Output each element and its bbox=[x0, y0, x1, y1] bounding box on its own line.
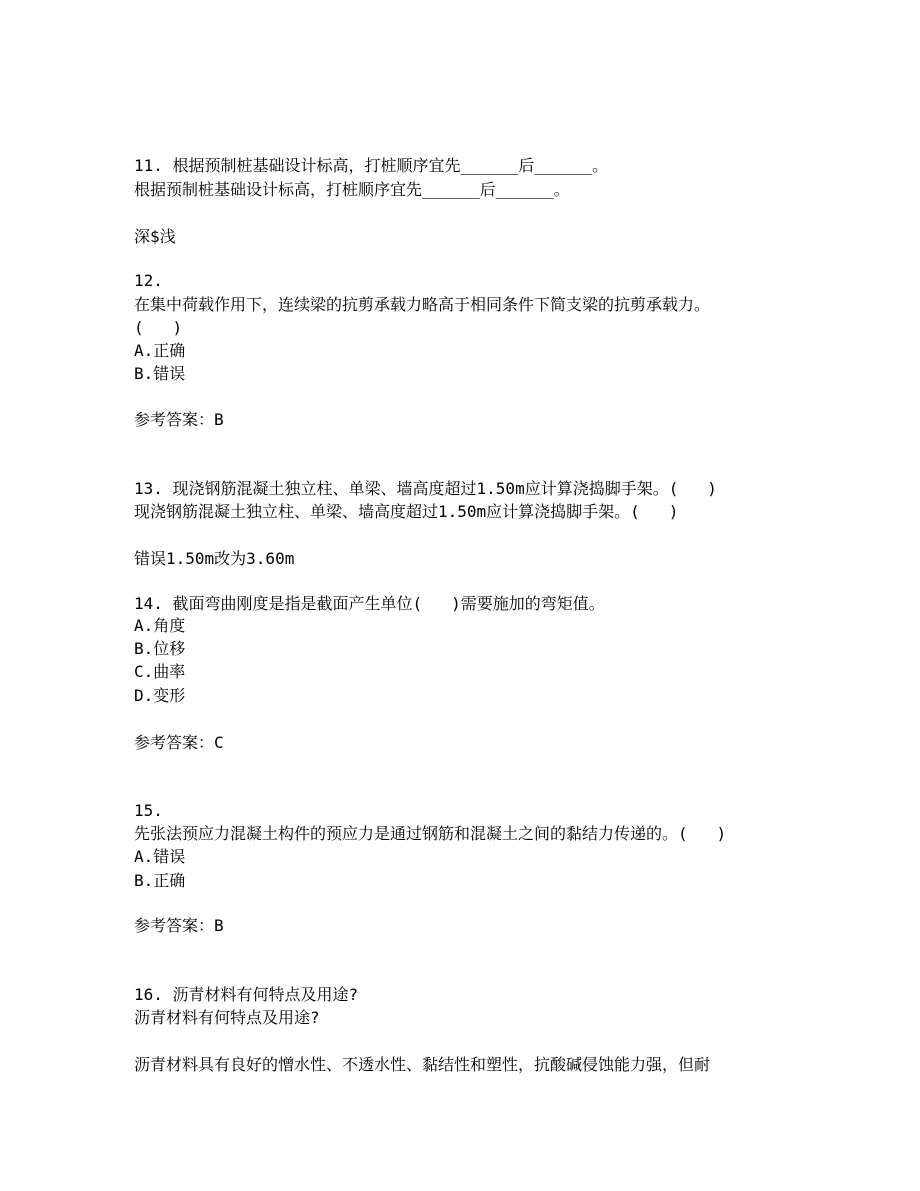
q11-title: 11. 根据预制桩基础设计标高，打桩顺序宜先______后______。 bbox=[134, 156, 609, 175]
q13-answer: 错误1.50m改为3.60m bbox=[134, 549, 295, 568]
q11-answer: 深$浅 bbox=[134, 227, 176, 246]
q16-answer: 沥青材料具有良好的憎水性、不透水性、黏结性和塑性，抗酸碱侵蚀能力强，但耐 bbox=[134, 1055, 711, 1074]
q16-repeat: 沥青材料有何特点及用途? bbox=[134, 1008, 320, 1027]
q15-stem: 先张法预应力混凝土构件的预应力是通过钢筋和混凝土之间的黏结力传递的。( ) bbox=[134, 824, 727, 843]
q15-option-b: B.正确 bbox=[134, 871, 186, 890]
q14-option-b: B.位移 bbox=[134, 639, 186, 658]
q15-option-a: A.错误 bbox=[134, 847, 186, 866]
q14-option-c: C.曲率 bbox=[134, 662, 186, 681]
q13-repeat: 现浇钢筋混凝土独立柱、单梁、墙高度超过1.50m应计算浇捣脚手架。( ) bbox=[134, 502, 679, 521]
q12-option-b: B.错误 bbox=[134, 364, 186, 383]
q15-number: 15. bbox=[134, 801, 163, 820]
q12-option-a: A.正确 bbox=[134, 341, 186, 360]
q12-number: 12. bbox=[134, 271, 163, 290]
q14-option-d: D.变形 bbox=[134, 686, 186, 705]
q16-title: 16. 沥青材料有何特点及用途? bbox=[134, 985, 359, 1004]
q15-answer: 参考答案：B bbox=[134, 916, 224, 935]
q14-option-a: A.角度 bbox=[134, 616, 186, 635]
q14-answer: 参考答案：C bbox=[134, 733, 224, 752]
q12-paren: ( ) bbox=[134, 318, 183, 337]
q12-answer: 参考答案：B bbox=[134, 410, 224, 429]
q12-stem: 在集中荷载作用下，连续梁的抗剪承载力略高于相同条件下简支梁的抗剪承载力。 bbox=[134, 295, 711, 314]
q13-title: 13. 现浇钢筋混凝土独立柱、单梁、墙高度超过1.50m应计算浇捣脚手架。( ) bbox=[134, 479, 717, 498]
q11-repeat: 根据预制桩基础设计标高，打桩顺序宜先______后______。 bbox=[134, 180, 570, 199]
q14-title: 14. 截面弯曲刚度是指是截面产生单位( )需要施加的弯矩值。 bbox=[134, 594, 605, 613]
